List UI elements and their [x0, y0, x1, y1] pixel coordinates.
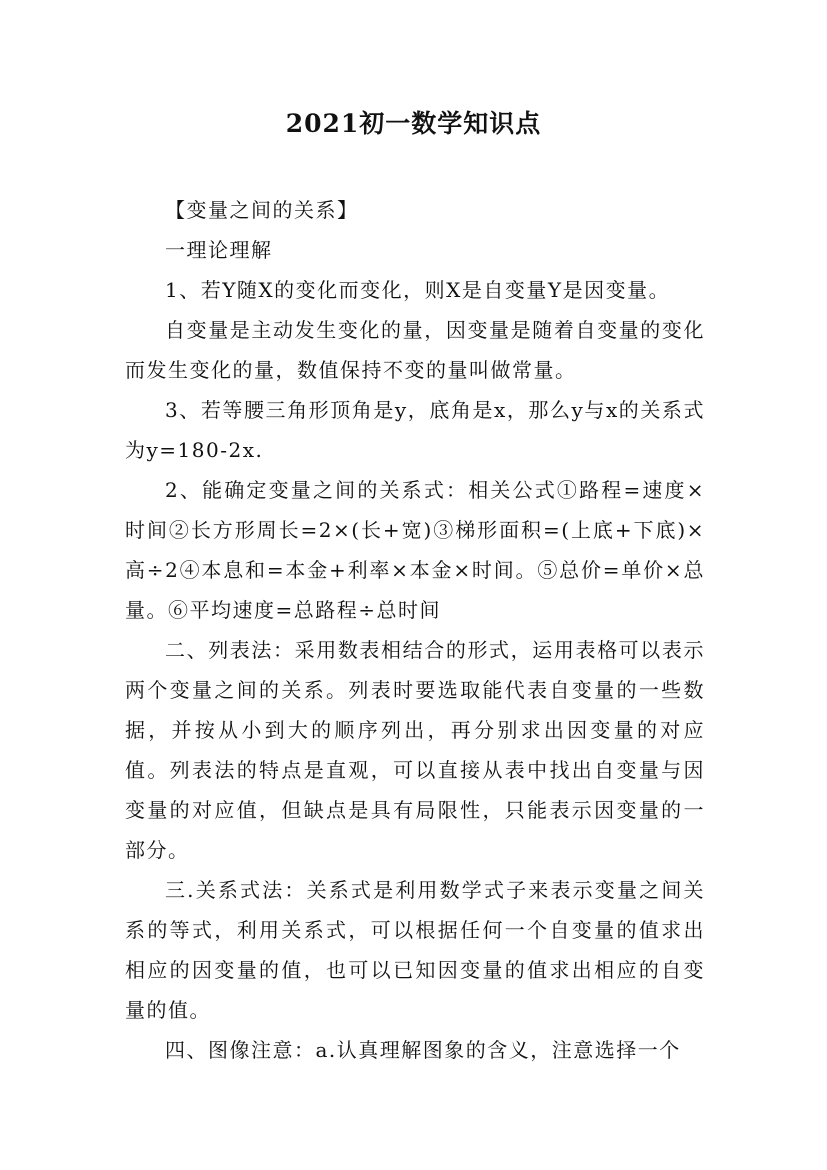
paragraph: 2、能确定变量之间的关系式：相关公式①路程=速度×时间②长方形周长=2×(长+宽)③梯形面积=(上底+下底)×高÷2④本息和=本金+利率×本金×时间。⑤总价=单价×总量。⑥平均速度=总路程÷总时间 [125, 478, 705, 622]
paragraph: 自变量是主动发生变化的量，因变量是随着自变量的变化而发生变化的量，数值保持不变的量叫做常量。 [125, 318, 705, 382]
paragraph: 1、若Y随X的变化而变化，则X是自变量Y是因变量。 [165, 278, 671, 302]
paragraph: 3、若等腰三角形顶角是y，底角是x，那么y与x的关系式为y=180-2x. [125, 398, 705, 462]
page-title: 2021初一数学知识点 [285, 109, 542, 138]
paragraph: 二、列表法：采用数表相结合的形式，运用表格可以表示两个变量之间的关系。列表时要选取能代表自变量的一些数据，并按从小到大的顺序列出，再分别求出因变量的对应值。列表法的特点是直观，可以直接从表中找出自变量与因变量的对应值，但缺点是具有局限性，只能表示因变量的一部分。 [125, 638, 705, 862]
paragraph: 三.关系式法：关系式是利用数学式子来表示变量之间关系的等式，利用关系式，可以根据任何一个自变量的值求出相应的因变量的值，也可以已知因变量的值求出相应的自变量的值。 [125, 878, 705, 1022]
paragraph: 四、图像注意：a.认真理解图象的含义，注意选择一个 [165, 1038, 681, 1062]
document-body [125, 190, 705, 1070]
section-heading: 【变量之间的关系】 [165, 198, 359, 222]
subheading: 一理论理解 [165, 238, 273, 262]
